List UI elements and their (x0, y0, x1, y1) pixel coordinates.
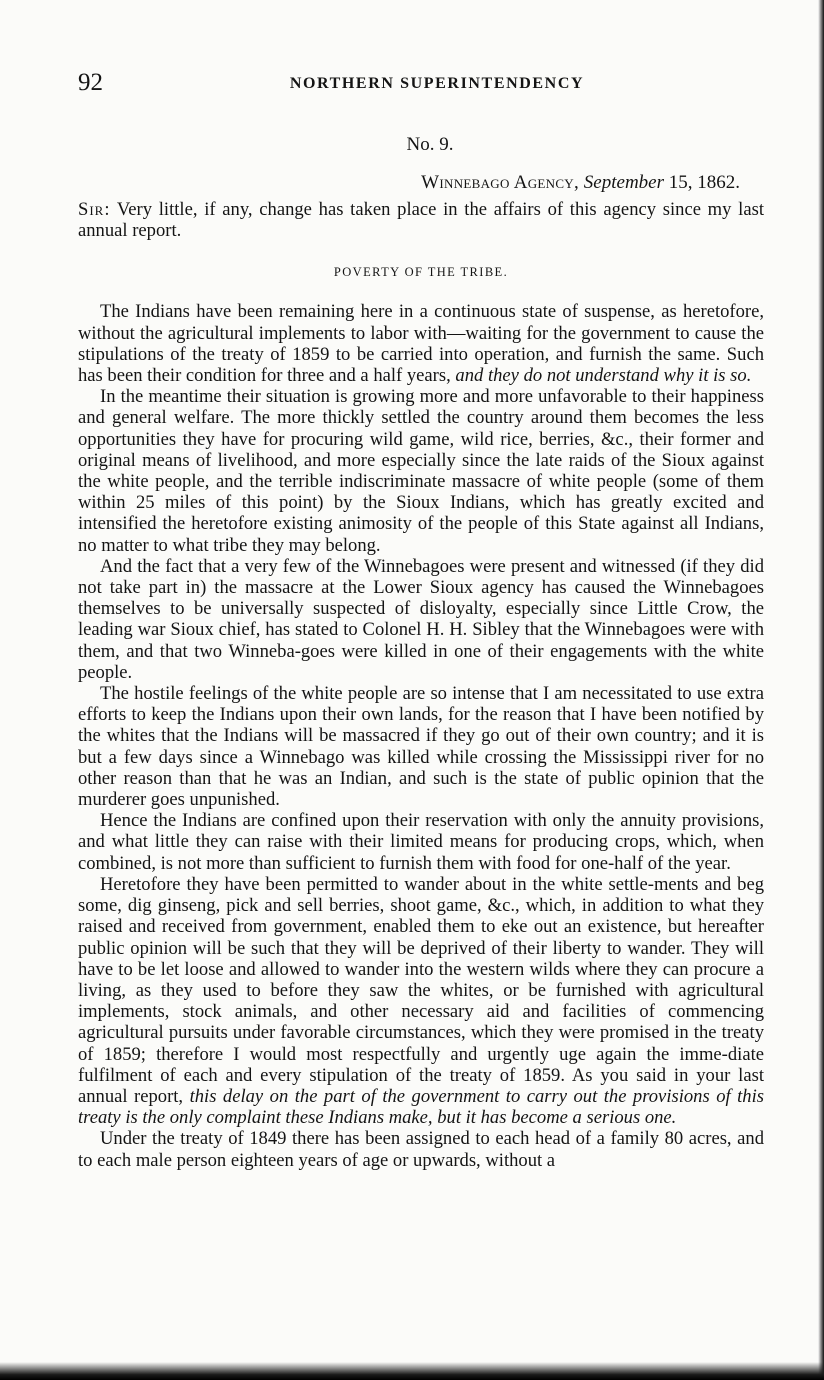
paragraph-1-text: The Indians have been remaining here in a continuous state of suspense, as heretofore, without the agricultural implements to labor with—waiting for the government to cause the stipulations of the treaty of 1859 to be carried into operation, and furnish the same. Such has been their condition for three and a half years, (78, 301, 764, 387)
dateline (421, 170, 740, 196)
dateline-day-year: 15, 1862. (668, 172, 740, 193)
paragraph-3: And the fact that a very few of the Winnebagoes were present and witnessed (if they did not take part in) the massacre at the Lower Sioux agency has caused the Winnebagoes themselves to be universally suspected of disloyalty, especially since Little Crow, the leading war Sioux chief, has stated to Colonel H. H. Sibley that the Winnebagoes were with them, and that two Winneba-goes were killed in one of their engagements with the white people. (78, 555, 764, 683)
salutation-paragraph (78, 199, 764, 241)
paragraph-1 (78, 301, 764, 386)
page-edge-shadow-right (818, 0, 824, 1380)
section-heading: POVERTY OF THE TRIBE. (333, 265, 509, 280)
paragraph-6-italic: this delay on the part of the government to carry out the provisions of this treaty is the only complaint these Indians make, but it has become a serious one. (78, 1085, 764, 1129)
dateline-place: Winnebago Agency, (421, 172, 580, 193)
paragraph-4: The hostile feelings of the white people are so intense that I am necessitated to use extra efforts to keep the Indians upon their own lands, for the reason that I have been notified by the whites that the Indians will be massacred if they go out of their own country; and it is but a few days since a Winnebago was killed while crossing the Mississippi river for no other reason than that he was an Indian, and such is the state of public opinion that the murderer goes unpunished. (78, 683, 764, 811)
salutation-label: Sir: (78, 199, 111, 220)
paragraph-6 (78, 874, 764, 1128)
paragraph-6-text: Heretofore they have been permitted to wander about in the white settle-ments and beg some, dig ginseng, pick and sell berries, shoot game, &c., which, in addition to what they raised and received from government, enabled them to eke out an existence, but hereafter public opinion will be such that they will be deprived of their liberty to wander. They will have to be let loose and allowed to wander into the western wilds where they can procure a living, as they used to before they saw the whites, or be furnished with agricultural implements, stock animals, and other necessary aid and facilities of commencing agricultural pursuits under favorable circumstances, which they were promised in the treaty of 1859; therefore I would most respectfully and urgently uge again the imme-diate fulfilment of each and every stipulation of the treaty of 1859. As you said in your last annual report, (78, 873, 764, 1107)
paragraph-2: In the meantime their situation is growing more and more unfavorable to their happiness and general welfare. The more thickly settled the country around them becomes the less opportunities they have for procuring wild game, wild rice, berries, &c., their former and original means of livelihood, and more especially since the late raids of the Sioux against the white people, and the terrible indiscriminate massacre of white people (some of them within 25 miles of this point) by the Sioux Indians, which has greatly excited and intensified the heretofore existing animosity of the people of this State against all Indians, no matter to what tribe they may belong. (78, 386, 764, 556)
dateline-month: September (583, 172, 664, 193)
page-edge-shadow-bottom (0, 1362, 824, 1380)
running-head: NORTHERN SUPERINTENDENCY (289, 75, 585, 92)
letter-body (78, 199, 764, 1171)
page-header (78, 66, 766, 100)
page-number: 92 (78, 69, 103, 96)
salutation-text: Very little, if any, change has taken place in the affairs of this agency since my last annual report. (78, 199, 764, 242)
paragraph-7: Under the treaty of 1849 there has been assigned to each head of a family 80 acres, and to each male person eighteen years of age or upwards, without a (78, 1128, 764, 1171)
paragraph-5: Hence the Indians are confined upon their reservation with only the annuity provisions, and what little they can raise with their limited means for producing crops, which, when combined, is not more than sufficient to furnish them with food for one-half of the year. (78, 810, 764, 874)
document-number: No. 9. (406, 134, 454, 155)
paragraph-1-italic: and they do not understand why it is so. (455, 365, 752, 387)
